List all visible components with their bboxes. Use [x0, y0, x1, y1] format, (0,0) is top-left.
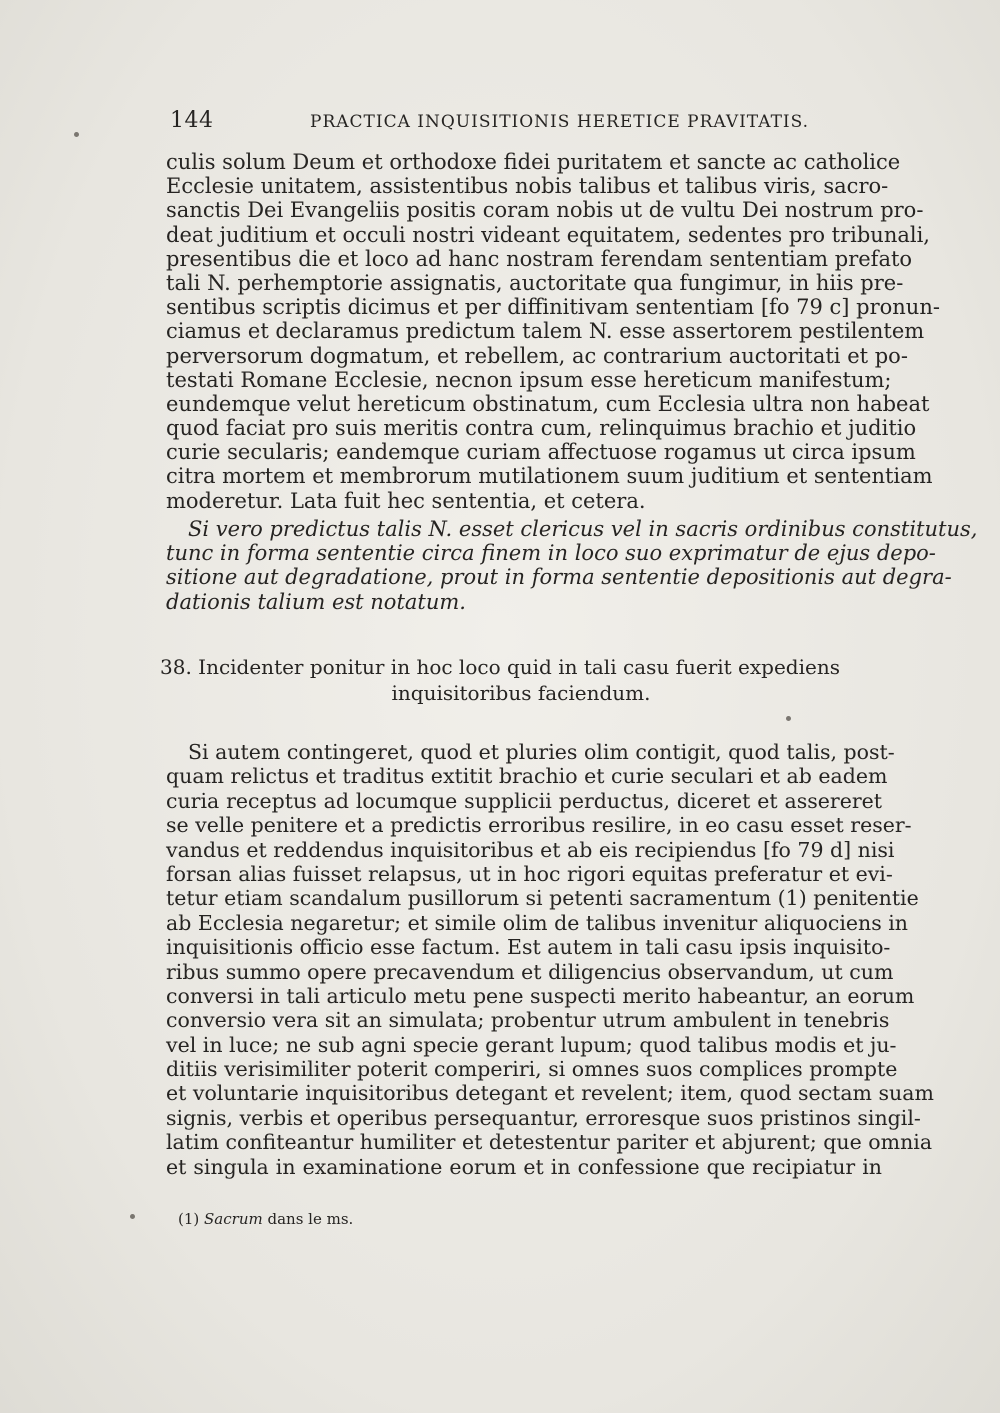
- text-line: inquisitionis officio esse factum. Est autem in tali casu ipsis inquisito-: [166, 935, 891, 960]
- text-line: perversorum dogmatum, et rebellem, ac contrarium auctoritati et po-: [166, 343, 908, 368]
- text-line: citra mortem et membrorum mutilationem suum juditium et sententiam: [166, 464, 933, 489]
- footnote-italic-word: Sacrum: [204, 1210, 263, 1228]
- text-line: sentibus scriptis dicimus et per diffinitivam sententiam [fo 79 c] pronun-: [166, 295, 940, 320]
- text-line: Ecclesie unitatem, assistentibus nobis talibus et talibus viris, sacro-: [166, 174, 889, 199]
- text-line: quam relictus et traditus extitit brachio et curie seculari et ab eadem: [166, 764, 888, 789]
- text-line: ciamus et declaramus predictum talem N. esse assertorem pestilentem: [166, 319, 925, 344]
- text-line: curie secularis; eandemque curiam affectuose rogamus ut circa ipsum: [166, 440, 916, 465]
- text-line: culis solum Deum et orthodoxe fidei puritatem et sancte ac catholice: [166, 150, 901, 174]
- text-line: quod faciat pro suis meritis contra cum, relinquimus brachio et juditio: [166, 416, 917, 441]
- text-line: deat juditium et occuli nostri videant equitatem, sedentes pro tribunali,: [166, 222, 930, 247]
- text-line: eundemque velut hereticum obstinatum, cum Ecclesia ultra non habeat: [166, 391, 930, 416]
- page-number: 144: [170, 108, 214, 133]
- text-line: tetur etiam scandalum pusillorum si petenti sacramentum (1) penitentie: [166, 886, 919, 911]
- text-line: ribus summo opere precavendum et diligencius observandum, ut cum: [166, 959, 894, 984]
- text-line: sitione aut degradatione, prout in forma sententie depositionis aut degra-: [166, 565, 952, 590]
- text-line: Si vero predictus talis N. esset clericus vel in sacris ordinibus constitutus,: [188, 517, 978, 541]
- paragraph-body: [166, 740, 934, 1179]
- heading-line: 38. Incidenter ponitur in hoc loco quid in tali casu fuerit expediens: [160, 655, 840, 679]
- italic-rubric-note: [166, 517, 978, 614]
- running-title: PRACTICA INQUISITIONIS HERETICE PRAVITATIS.: [310, 112, 810, 132]
- text-line: sanctis Dei Evangeliis positis coram nobis ut de vultu Dei nostrum pro-: [166, 198, 924, 223]
- text-line: et singula in examinatione eorum et in confessione que recipiatur in: [166, 1154, 882, 1179]
- footnote: [178, 1210, 353, 1228]
- text-line: Si autem contingeret, quod et pluries olim contigit, quod talis, post-: [188, 740, 895, 764]
- text-line: tunc in forma sententie circa finem in loco suo exprimatur de ejus depo-: [166, 541, 936, 566]
- text-line: ditiis verisimiliter poterit comperiri, si omnes suos complices prompte: [166, 1057, 898, 1082]
- heading-line: inquisitoribus faciendum.: [391, 681, 651, 705]
- text-line: vandus et reddendus inquisitoribus et ab eis recipiendus [fo 79 d] nisi: [166, 837, 895, 862]
- text-line: forsan alias fuisset relapsus, ut in hoc rigori equitas preferatur et evi-: [166, 861, 893, 886]
- text-line: ab Ecclesia negaretur; et simile olim de talibus invenitur aliquociens in: [166, 910, 909, 935]
- text-line: conversi in tali articulo metu pene suspecti merito habeantur, an eorum: [166, 983, 915, 1008]
- footnote-marker: (1): [178, 1210, 200, 1228]
- text-line: presentibus die et loco ad hanc nostram ferendam sententiam prefato: [166, 246, 913, 271]
- text-line: tali N. perhemptorie assignatis, auctoritate qua fungimur, in hiis pre-: [166, 270, 904, 295]
- text-line: signis, verbis et operibus persequantur, erroresque suos pristinos singil-: [166, 1105, 921, 1130]
- paper-speck: [786, 716, 791, 721]
- footnote-text: dans le ms.: [267, 1210, 354, 1228]
- text-line: vel in luce; ne sub agni specie gerant lupum; quod talibus modis et ju-: [166, 1032, 897, 1057]
- text-line: latim confiteantur humiliter et detestentur pariter et abjurent; que omnia: [166, 1130, 933, 1155]
- paper-speck: [74, 132, 79, 137]
- text-line: curia receptus ad locumque supplicii perductus, diceret et assereret: [166, 788, 882, 813]
- text-line: testati Romane Ecclesie, necnon ipsum esse hereticum manifestum;: [166, 367, 892, 392]
- paragraph-sentence-text: [166, 150, 940, 513]
- section-heading: [160, 654, 882, 706]
- text-line: moderetur. Lata fuit hec sententia, et cetera.: [166, 488, 646, 513]
- text-line: conversio vera sit an simulata; probentur utrum ambulent in tenebris: [166, 1008, 890, 1033]
- text-line: se velle penitere et a predictis erroribus resilire, in eo casu esset reser-: [166, 813, 912, 838]
- paper-speck: [130, 1214, 135, 1219]
- text-line: dationis talium est notatum.: [166, 589, 466, 614]
- text-line: et voluntarie inquisitoribus detegant et revelent; item, quod sectam suam: [166, 1081, 934, 1106]
